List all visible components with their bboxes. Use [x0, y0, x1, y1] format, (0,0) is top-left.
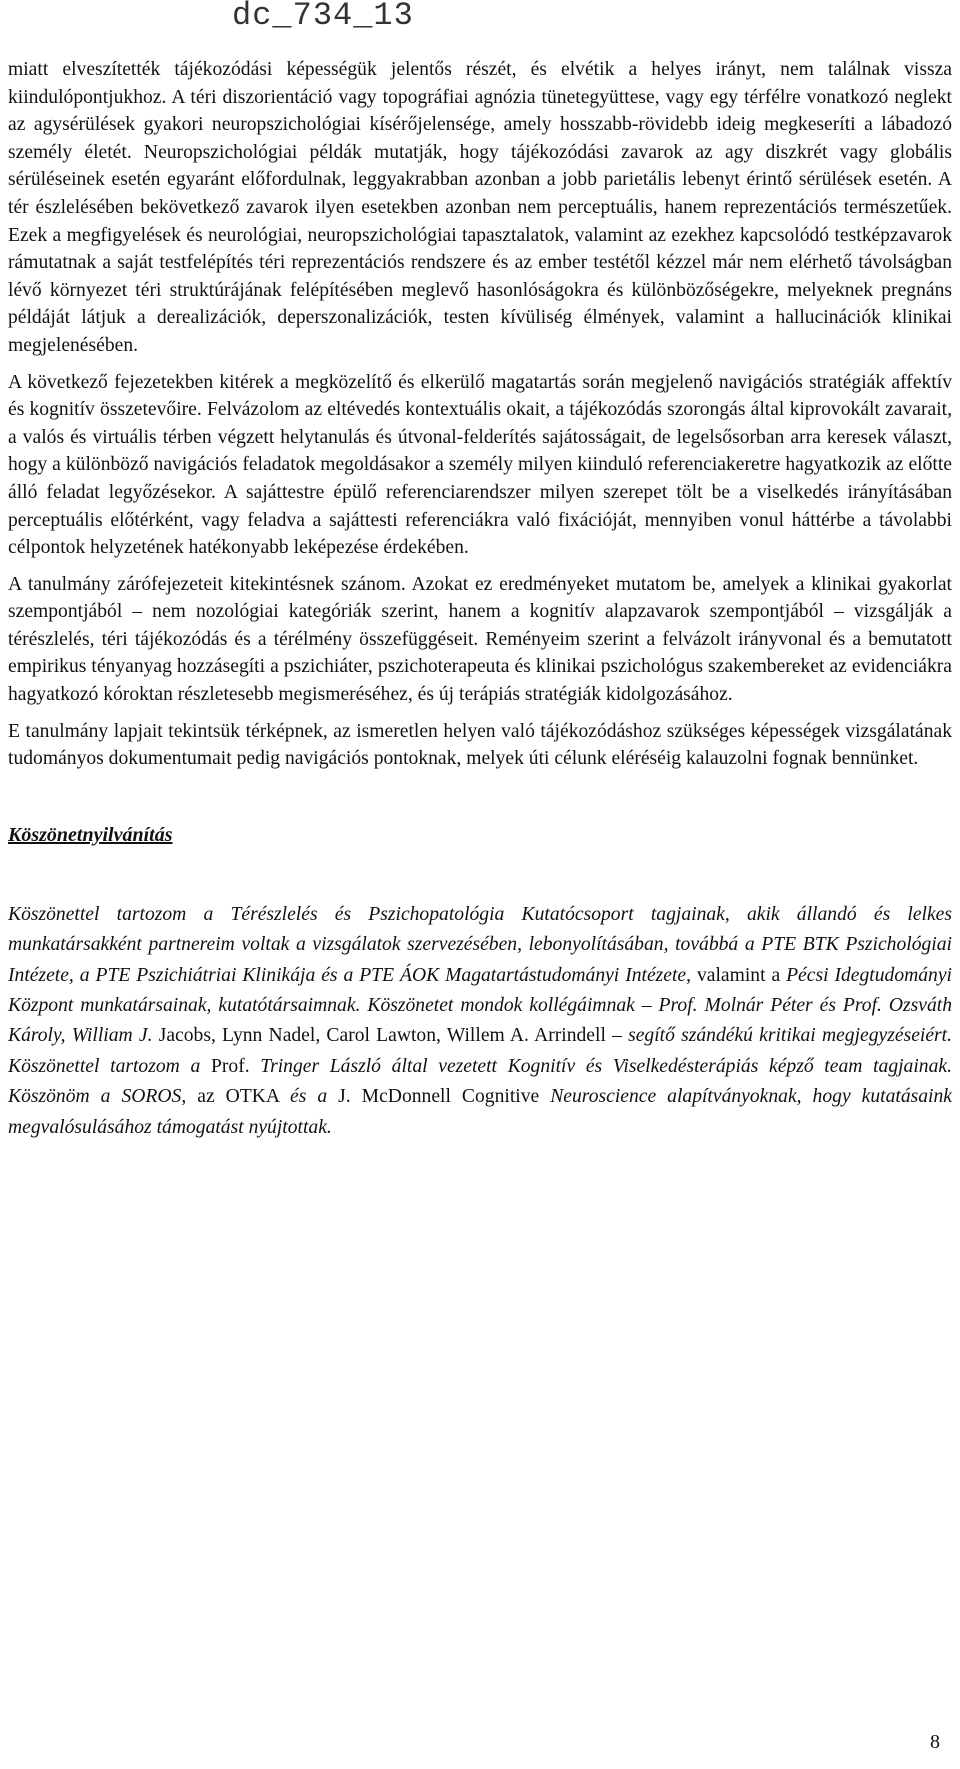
- ack-segment: és a: [290, 1086, 328, 1108]
- body-paragraph-4: E tanulmány lapjait tekintsük térképnek, az ismeretlen helyen való tájékozódáshoz szükséges képességek vizsgálatának tudományos dokumentumait pedig navigációs pontoknak, melyek úti célunk eléréséig kalauzolni fognak bennünket.: [8, 720, 952, 770]
- ack-segment: Köszönettel tartozom a Térészlelés és Pszichopatológia Kutatócsoport tagjainak, akik állandó és lelkes munkatársakként partnereim voltak a vizsgálatok szervezésében, lebonyolításában, továbbá a PTE BTK Pszichológiai Intézete, a PTE Pszichiátriai Klinikája és a PTE ÁOK Magatartástudományi Intézete: [8, 903, 952, 986]
- acknowledgements-paragraph: [8, 900, 952, 1143]
- ack-segment: Prof.: [210, 1055, 261, 1077]
- ack-segment: Tringer László által vezetett Kognitív és Viselkedésterápiás képző team tagjainak. Köszönöm a SOROS,: [8, 1055, 952, 1108]
- body-paragraph-1: miatt elveszítették tájékozódási képességük jelentős részét, és elvétik a helyes irányt, nem találnak vissza kiindulópontjukhoz. A téri diszorientáció vagy topográfiai agnózia tünetegyüttese, vagy egy térfélre vonatkozó neglekt az agysérülések gyakori neuropszichológiai kísérőjelensége, amely hosszabb-rövidebb ideig megkeseríti a lábadozó személy életét. Neuropszichológiai példák mutatják, hogy tájékozódási zavarok az agy diszkrét vagy globális sérüléseinek esetén egyaránt előfordulnak, leggyakrabban azonban a jobb parietális lebenyt érintő sérülések esetén. A tér észlelésében bekövetkező zavarok ilyen esetekben azonban nem perceptuális, hanem reprezentációs természetűek. Ezek a megfigyelések és neurológiai, neuropszichológiai tapasztalatok, valamint az ezekhez kapcsolódó testképzavarok rámutatnak a saját testfelépítés téri reprezentációs rendszere és az ember testétől kézzel már nem elérhető távolságban lévő környezet téri struktúrájának felépítésében meglevő hasonlóságokra és különbözőségekre, melyeknek pregnáns példáját látjuk a derealizációk, deperszonalizációk, testen kívüliség élmények, valamint a hallucinációk klinikai megjelenésében.: [8, 59, 952, 356]
- page-body: [8, 56, 952, 1143]
- ack-segment: Pécsi Idegtudományi Központ munkatársainak, kutatótársaimnak. Köszönetet mondok kollégáimnak – Prof. Molnár Péter és Prof. Ozsváth Károly, William J.: [8, 964, 952, 1047]
- body-paragraph-2: A következő fejezetekben kitérek a megközelítő és elkerülő magatartás során megjelenő navigációs stratégiák affektív és kognitív összetevőire. Felvázolom az eltévedés kontextuális okait, a tájékozódás szorongás által kiprovokált zavarait, a valós és virtuális térben végzett helytanulás és útvonal-felderítés sajátosságait, de legelsősorban arra keresek választ, hogy a különböző navigációs feladatok megoldásakor a személy milyen kiinduló referenciakeretre hagyatkozik az előtte álló feladat legyőzésekor. A sajáttestre épülő referenciarendszer milyen szerepet tölt be a viselkedés irányításában perceptuális előtérként, vagy feladva a sajáttesti referenciákra való fixációját, mennyiben vonul háttérbe a távolabbi célpontok helyzetének hatékonyabb leképezése érdekében.: [8, 371, 952, 559]
- ack-segment: Jacobs, Lynn Nadel, Carol Lawton, Willem A. Arrindell –: [152, 1025, 629, 1047]
- body-paragraph-3: A tanulmány zárófejezeteit kitekintésnek szánom. Azokat ez eredményeket mutatom be, amelyek a klinikai gyakorlat szempontjából – nem nozológiai kategóriák szerint, hanem a kognitív alapzavarok szempontjából – vizsgálják a térészlelés, téri tájékozódás és a térélmény összefüggéseit. Reményeim szerint a felvázolt irányvonal és a bemutatott empirikus tényanyag hozzásegíti a pszichiáter, pszichoterapeuta és klinikai pszichológus szakembereket az evidenciákra hagyatkozó kóroktan részletesebb megismeréséhez, és új terápiás stratégiák kidolgozásához.: [8, 573, 952, 706]
- ack-segment: Neuroscience alapítványoknak, hogy kutatásaink megvalósulásához támogatást nyújtottak.: [8, 1086, 952, 1138]
- ack-segment: az OTKA: [186, 1086, 290, 1108]
- ack-segment: segítő szándékú kritikai megjegyzéseiért. Köszönettel tartozom a: [8, 1025, 952, 1077]
- document-id: dc_734_13: [232, 0, 414, 34]
- ack-segment: , valamint a: [686, 964, 787, 986]
- ack-segment: J. McDonnell Cognitive: [327, 1086, 551, 1108]
- acknowledgements-heading: Köszönetnyilvánítás: [8, 823, 173, 846]
- page-number: 8: [930, 1731, 940, 1753]
